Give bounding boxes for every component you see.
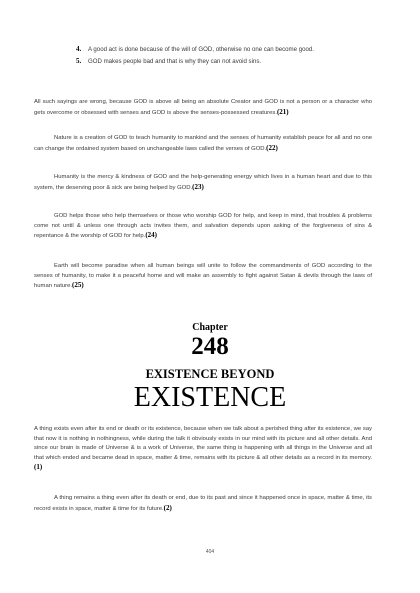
reference-number: (25): [72, 281, 84, 290]
list-text: A good act is done because of the will of GOD, otherwise no one can become good.: [88, 46, 314, 53]
paragraph: [34, 425, 372, 474]
chapter-number: 248: [191, 333, 229, 360]
reference-number: (23): [192, 182, 204, 191]
chapter-label: Chapter: [192, 322, 228, 333]
paragraph: [34, 494, 372, 514]
reference-number: (24): [145, 231, 157, 240]
list-text: GOD makes people bad and that is why they can not avoid sins.: [88, 58, 262, 65]
list-number: 5.: [76, 57, 82, 65]
paragraph: [34, 262, 372, 292]
paragraph-text: All such sayings are wrong, because GOD is above all being an absolute Creator and GOD is not a person or a character who gets overcome or obsessed with senses and GOD is above the senses-possessed creatures.: [34, 99, 372, 116]
list-number: 4.: [76, 45, 82, 53]
paragraph: [34, 212, 372, 242]
reference-number: (21): [276, 107, 289, 116]
paragraph: [34, 134, 372, 154]
paragraph: [34, 98, 372, 118]
list-item: [76, 44, 366, 55]
reference-number: (22): [266, 143, 278, 152]
chapter-title-line1: EXISTENCE BEYOND: [145, 367, 275, 381]
reference-number: (2): [163, 503, 172, 512]
numbered-list: [76, 44, 366, 67]
paragraph-text: A thing remains a thing even after its death or end, due to its past and since it happened once in space, matter & time, its record exists in space, matter & time for its future.: [34, 495, 372, 512]
paragraph-text: Humanity is the mercy & kindness of GOD and the help-generating energy which lives in a human heart and due to this system, the deserving poor & sick are being helped by GOD.: [34, 174, 372, 191]
reference-number: (1): [34, 463, 43, 472]
chapter-title-line2: EXISTENCE: [133, 382, 287, 413]
paragraph-text: GOD helps those who help themselves or those who worship GOD for help, and keep in mind, that troubles & problems come not until & unless one through acts invites them, and salvation depends upon asking of the forgiveness of sins & repentance & the worship of GOD for help.: [34, 213, 372, 240]
paragraph-text: Nature is a creation of GOD to teach humanity to mankind and the senses of humanity establish peace for all and no one can change the ordained system based on unchangeable laws called the verses of GOD.: [34, 135, 372, 152]
paragraph-text: Earth will become paradise when all human beings will unite to follow the commandments of GOD according to the senses of humanity, to make it a peaceful home and will make an assembly to fight against Satan & devils through the laws of human nature.: [34, 263, 372, 290]
list-item: [76, 56, 366, 67]
paragraph-text: A thing exists even after its end or death or its existence, because when we talk about a perished thing after its existence, we say that now it is nothing in nothingness, while during the talk it obviously exists in our mind with its picture and all other details. And since our brain is made of Universe & is a work of Universe, the same thing is happening with all things in the Universe and all that which ended and became dead in space, matter & time, remains with its picture & all other details as a record in its memory.: [34, 426, 372, 461]
page-number: 404: [205, 549, 215, 555]
paragraph: [34, 173, 372, 193]
